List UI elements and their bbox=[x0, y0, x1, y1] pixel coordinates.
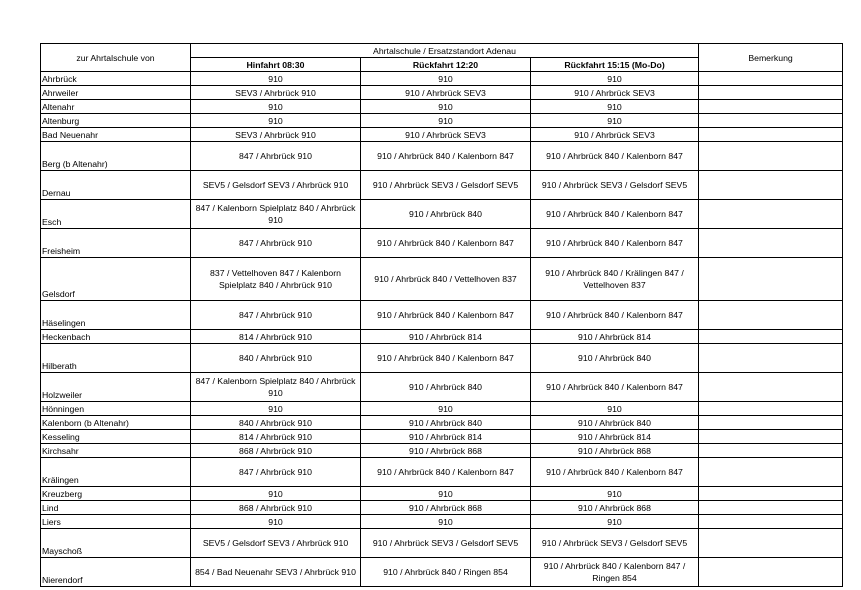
rueckfahrt-1220-cell: 910 / Ahrbrück 840 bbox=[361, 416, 531, 430]
hinfahrt-cell: SEV5 / Gelsdorf SEV3 / Ahrbrück 910 bbox=[191, 529, 361, 558]
remark-cell bbox=[699, 200, 843, 229]
hinfahrt-cell: 910 bbox=[191, 515, 361, 529]
rueckfahrt-1515-cell: 910 bbox=[531, 487, 699, 501]
stop-cell: Nierendorf bbox=[41, 558, 191, 587]
hinfahrt-cell: 814 / Ahrbrück 910 bbox=[191, 430, 361, 444]
rueckfahrt-1515-cell: 910 / Ahrbrück 840 / Kalenborn 847 bbox=[531, 301, 699, 330]
hinfahrt-cell: 837 / Vettelhoven 847 / Kalenborn Spielplatz 840 / Ahrbrück 910 bbox=[191, 258, 361, 301]
remark-cell bbox=[699, 501, 843, 515]
stop-cell: Kalenborn (b Altenahr) bbox=[41, 416, 191, 430]
stop-cell: Ahrweiler bbox=[41, 86, 191, 100]
remark-cell bbox=[699, 258, 843, 301]
rueckfahrt-1515-cell: 910 bbox=[531, 402, 699, 416]
hinfahrt-cell: 910 bbox=[191, 487, 361, 501]
table-row bbox=[41, 501, 843, 515]
remark-cell bbox=[699, 100, 843, 114]
rueckfahrt-1515-cell: 910 / Ahrbrück 814 bbox=[531, 430, 699, 444]
header-hinfahrt: Hinfahrt 08:30 bbox=[191, 58, 361, 72]
table-row bbox=[41, 402, 843, 416]
hinfahrt-cell: 910 bbox=[191, 114, 361, 128]
remark-cell bbox=[699, 171, 843, 200]
hinfahrt-cell: 868 / Ahrbrück 910 bbox=[191, 501, 361, 515]
stop-cell: Kreuzberg bbox=[41, 487, 191, 501]
table-row bbox=[41, 86, 843, 100]
table-row bbox=[41, 330, 843, 344]
stop-cell: Ahrbrück bbox=[41, 72, 191, 86]
rueckfahrt-1515-cell: 910 bbox=[531, 100, 699, 114]
hinfahrt-cell: 814 / Ahrbrück 910 bbox=[191, 330, 361, 344]
rueckfahrt-1515-cell: 910 bbox=[531, 72, 699, 86]
remark-cell bbox=[699, 430, 843, 444]
hinfahrt-cell: 847 / Kalenborn Spielplatz 840 / Ahrbrück 910 bbox=[191, 373, 361, 402]
hinfahrt-cell: 840 / Ahrbrück 910 bbox=[191, 416, 361, 430]
rueckfahrt-1220-cell: 910 / Ahrbrück 840 / Kalenborn 847 bbox=[361, 229, 531, 258]
hinfahrt-cell: 847 / Ahrbrück 910 bbox=[191, 229, 361, 258]
rueckfahrt-1220-cell: 910 / Ahrbrück 814 bbox=[361, 330, 531, 344]
table-row bbox=[41, 487, 843, 501]
rueckfahrt-1220-cell: 910 bbox=[361, 114, 531, 128]
stop-cell: Berg (b Altenahr) bbox=[41, 142, 191, 171]
stop-cell: Altenburg bbox=[41, 114, 191, 128]
header-rueckfahrt-1220: Rückfahrt 12:20 bbox=[361, 58, 531, 72]
remark-cell bbox=[699, 229, 843, 258]
table-row bbox=[41, 142, 843, 171]
rueckfahrt-1220-cell: 910 / Ahrbrück SEV3 bbox=[361, 86, 531, 100]
stop-cell: Bad Neuenahr bbox=[41, 128, 191, 142]
remark-cell bbox=[699, 86, 843, 100]
rueckfahrt-1220-cell: 910 bbox=[361, 487, 531, 501]
remark-cell bbox=[699, 402, 843, 416]
rueckfahrt-1515-cell: 910 / Ahrbrück 840 bbox=[531, 416, 699, 430]
table-row bbox=[41, 128, 843, 142]
rueckfahrt-1220-cell: 910 bbox=[361, 72, 531, 86]
rueckfahrt-1220-cell: 910 / Ahrbrück 840 / Kalenborn 847 bbox=[361, 344, 531, 373]
remark-cell bbox=[699, 529, 843, 558]
rueckfahrt-1220-cell: 910 / Ahrbrück SEV3 bbox=[361, 128, 531, 142]
rueckfahrt-1220-cell: 910 / Ahrbrück SEV3 / Gelsdorf SEV5 bbox=[361, 171, 531, 200]
rueckfahrt-1515-cell: 910 / Ahrbrück 868 bbox=[531, 444, 699, 458]
stop-cell: Kirchsahr bbox=[41, 444, 191, 458]
hinfahrt-cell: 847 / Kalenborn Spielplatz 840 / Ahrbrück 910 bbox=[191, 200, 361, 229]
table-row bbox=[41, 258, 843, 301]
remark-cell bbox=[699, 444, 843, 458]
rueckfahrt-1220-cell: 910 / Ahrbrück 868 bbox=[361, 501, 531, 515]
remark-cell bbox=[699, 458, 843, 487]
rueckfahrt-1220-cell: 910 / Ahrbrück 840 / Kalenborn 847 bbox=[361, 458, 531, 487]
hinfahrt-cell: 868 / Ahrbrück 910 bbox=[191, 444, 361, 458]
table-row bbox=[41, 200, 843, 229]
remark-cell bbox=[699, 373, 843, 402]
rueckfahrt-1220-cell: 910 / Ahrbrück 840 bbox=[361, 373, 531, 402]
rueckfahrt-1220-cell: 910 / Ahrbrück 840 / Kalenborn 847 bbox=[361, 142, 531, 171]
rueckfahrt-1515-cell: 910 bbox=[531, 114, 699, 128]
timetable-sheet bbox=[40, 43, 842, 587]
table-row bbox=[41, 558, 843, 587]
rueckfahrt-1515-cell: 910 / Ahrbrück 840 / Kalenborn 847 bbox=[531, 200, 699, 229]
table-row bbox=[41, 114, 843, 128]
rueckfahrt-1220-cell: 910 / Ahrbrück 840 / Kalenborn 847 bbox=[361, 301, 531, 330]
timetable bbox=[40, 43, 843, 587]
rueckfahrt-1515-cell: 910 / Ahrbrück SEV3 bbox=[531, 128, 699, 142]
rueckfahrt-1220-cell: 910 / Ahrbrück 840 / Vettelhoven 837 bbox=[361, 258, 531, 301]
stop-cell: Freisheim bbox=[41, 229, 191, 258]
stop-cell: Holzweiler bbox=[41, 373, 191, 402]
rueckfahrt-1220-cell: 910 / Ahrbrück 868 bbox=[361, 444, 531, 458]
hinfahrt-cell: SEV3 / Ahrbrück 910 bbox=[191, 86, 361, 100]
remark-cell bbox=[699, 114, 843, 128]
remark-cell bbox=[699, 128, 843, 142]
hinfahrt-cell: 847 / Ahrbrück 910 bbox=[191, 301, 361, 330]
hinfahrt-cell: 854 / Bad Neuenahr SEV3 / Ahrbrück 910 bbox=[191, 558, 361, 587]
rueckfahrt-1515-cell: 910 / Ahrbrück 840 / Kalenborn 847 bbox=[531, 229, 699, 258]
stop-cell: Liers bbox=[41, 515, 191, 529]
stop-cell: Altenahr bbox=[41, 100, 191, 114]
stop-cell: Hönningen bbox=[41, 402, 191, 416]
remark-cell bbox=[699, 487, 843, 501]
remark-cell bbox=[699, 142, 843, 171]
header-rueckfahrt-1515: Rückfahrt 15:15 (Mo-Do) bbox=[531, 58, 699, 72]
rueckfahrt-1515-cell: 910 / Ahrbrück 840 / Kalenborn 847 bbox=[531, 458, 699, 487]
remark-cell bbox=[699, 330, 843, 344]
rueckfahrt-1220-cell: 910 / Ahrbrück SEV3 / Gelsdorf SEV5 bbox=[361, 529, 531, 558]
hinfahrt-cell: 840 / Ahrbrück 910 bbox=[191, 344, 361, 373]
table-row bbox=[41, 458, 843, 487]
table-row bbox=[41, 430, 843, 444]
remark-cell bbox=[699, 301, 843, 330]
header-remark: Bemerkung bbox=[699, 44, 843, 72]
rueckfahrt-1220-cell: 910 bbox=[361, 515, 531, 529]
remark-cell bbox=[699, 416, 843, 430]
rueckfahrt-1515-cell: 910 / Ahrbrück 840 / Kalenborn 847 bbox=[531, 142, 699, 171]
table-row bbox=[41, 529, 843, 558]
remark-cell bbox=[699, 344, 843, 373]
remark-cell bbox=[699, 72, 843, 86]
stop-cell: Kesseling bbox=[41, 430, 191, 444]
table-row bbox=[41, 229, 843, 258]
stop-cell: Hilberath bbox=[41, 344, 191, 373]
rueckfahrt-1515-cell: 910 / Ahrbrück SEV3 / Gelsdorf SEV5 bbox=[531, 529, 699, 558]
rueckfahrt-1515-cell: 910 / Ahrbrück SEV3 / Gelsdorf SEV5 bbox=[531, 171, 699, 200]
rueckfahrt-1515-cell: 910 / Ahrbrück 868 bbox=[531, 501, 699, 515]
table-body bbox=[41, 72, 843, 587]
table-row bbox=[41, 515, 843, 529]
rueckfahrt-1515-cell: 910 / Ahrbrück 840 bbox=[531, 344, 699, 373]
rueckfahrt-1220-cell: 910 / Ahrbrück 840 bbox=[361, 200, 531, 229]
table-row bbox=[41, 444, 843, 458]
stop-cell: Gelsdorf bbox=[41, 258, 191, 301]
header-from: zur Ahrtalschule von bbox=[41, 44, 191, 72]
hinfahrt-cell: SEV5 / Gelsdorf SEV3 / Ahrbrück 910 bbox=[191, 171, 361, 200]
rueckfahrt-1515-cell: 910 / Ahrbrück 840 / Kalenborn 847 bbox=[531, 373, 699, 402]
table-row bbox=[41, 301, 843, 330]
rueckfahrt-1220-cell: 910 bbox=[361, 402, 531, 416]
rueckfahrt-1515-cell: 910 / Ahrbrück SEV3 bbox=[531, 86, 699, 100]
table-row bbox=[41, 72, 843, 86]
hinfahrt-cell: SEV3 / Ahrbrück 910 bbox=[191, 128, 361, 142]
rueckfahrt-1220-cell: 910 bbox=[361, 100, 531, 114]
table-row bbox=[41, 416, 843, 430]
table-row bbox=[41, 373, 843, 402]
remark-cell bbox=[699, 558, 843, 587]
remark-cell bbox=[699, 515, 843, 529]
table-row bbox=[41, 100, 843, 114]
rueckfahrt-1220-cell: 910 / Ahrbrück 840 / Ringen 854 bbox=[361, 558, 531, 587]
table-row bbox=[41, 171, 843, 200]
stop-cell: Krälingen bbox=[41, 458, 191, 487]
hinfahrt-cell: 847 / Ahrbrück 910 bbox=[191, 458, 361, 487]
stop-cell: Häselingen bbox=[41, 301, 191, 330]
rueckfahrt-1515-cell: 910 / Ahrbrück 814 bbox=[531, 330, 699, 344]
table-header bbox=[41, 44, 843, 72]
stop-cell: Dernau bbox=[41, 171, 191, 200]
rueckfahrt-1515-cell: 910 bbox=[531, 515, 699, 529]
hinfahrt-cell: 910 bbox=[191, 402, 361, 416]
stop-cell: Heckenbach bbox=[41, 330, 191, 344]
stop-cell: Esch bbox=[41, 200, 191, 229]
hinfahrt-cell: 847 / Ahrbrück 910 bbox=[191, 142, 361, 171]
hinfahrt-cell: 910 bbox=[191, 72, 361, 86]
stop-cell: Mayschoß bbox=[41, 529, 191, 558]
stop-cell: Lind bbox=[41, 501, 191, 515]
table-row bbox=[41, 344, 843, 373]
hinfahrt-cell: 910 bbox=[191, 100, 361, 114]
rueckfahrt-1220-cell: 910 / Ahrbrück 814 bbox=[361, 430, 531, 444]
rueckfahrt-1515-cell: 910 / Ahrbrück 840 / Krälingen 847 / Vettelhoven 837 bbox=[531, 258, 699, 301]
rueckfahrt-1515-cell: 910 / Ahrbrück 840 / Kalenborn 847 / Ringen 854 bbox=[531, 558, 699, 587]
header-school-group: Ahrtalschule / Ersatzstandort Adenau bbox=[191, 44, 699, 58]
